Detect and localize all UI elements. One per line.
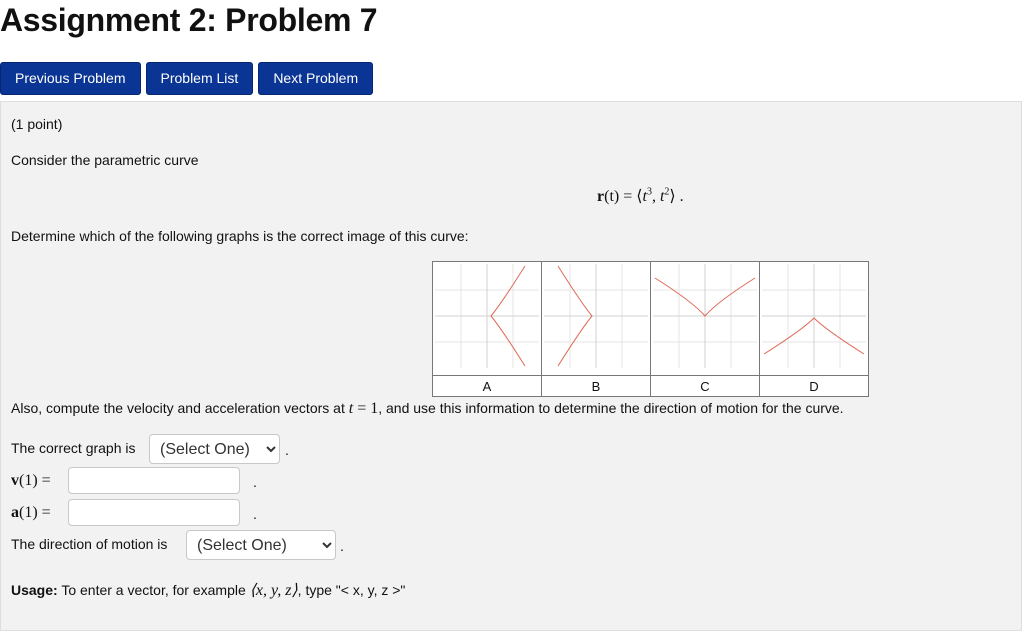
graph-label-a: A — [433, 376, 542, 397]
also-eq: = 1 — [353, 400, 379, 417]
correct-graph-label: The correct graph is — [11, 440, 136, 456]
usage-text — [11, 580, 405, 600]
formula-t1: t — [642, 188, 647, 205]
usage-pre: To enter a vector, for example — [57, 582, 250, 598]
also-pre: Also, compute the velocity and acceleration vectors at — [11, 400, 349, 416]
graph-options — [432, 261, 869, 397]
direction-label: The direction of motion is — [11, 536, 168, 552]
graph-a — [433, 262, 542, 376]
graph-d — [760, 262, 869, 376]
velocity-symbol: v — [11, 472, 19, 489]
problem-panel — [0, 101, 1022, 631]
graph-b — [542, 262, 651, 376]
correct-graph-select[interactable] — [149, 434, 280, 464]
formula-close: ⟩ — [669, 188, 676, 205]
formula-open: ⟨ — [636, 188, 643, 205]
acceleration-symbol: a — [11, 504, 19, 521]
formula-exp1: 3 — [646, 186, 652, 198]
acceleration-arg: (1) = — [19, 504, 51, 521]
formula-exp2: 2 — [664, 186, 670, 198]
curve-formula — [597, 186, 684, 206]
period: . — [285, 442, 289, 458]
acceleration-input[interactable] — [68, 499, 240, 526]
intro-text: Consider the parametric curve — [11, 152, 199, 168]
formula-r: r — [597, 188, 605, 205]
formula-arg: (t) = — [604, 188, 637, 205]
page-title: Assignment 2: Problem 7 — [0, 2, 378, 38]
acceleration-label — [11, 504, 51, 522]
formula-sep: , — [651, 188, 660, 205]
problem-list-button[interactable]: Problem List — [146, 62, 254, 95]
formula-t2: t — [659, 188, 665, 205]
graph-d-plot — [762, 264, 866, 368]
graph-label-c: C — [651, 376, 760, 397]
velocity-label — [11, 472, 51, 490]
usage-bold: Usage: — [11, 582, 58, 598]
also-text — [11, 400, 844, 418]
also-post: , and use this information to determine the direction of motion for the curve. — [378, 400, 844, 416]
graph-label-b: B — [542, 376, 651, 397]
direction-select[interactable] — [186, 530, 336, 560]
formula-end: . — [675, 188, 684, 205]
next-problem-button[interactable]: Next Problem — [258, 62, 373, 95]
period: . — [253, 474, 257, 490]
also-var: t — [348, 400, 354, 417]
determine-text: Determine which of the following graphs is the correct image of this curve: — [11, 228, 469, 244]
graph-b-plot — [544, 264, 648, 368]
period: . — [253, 506, 257, 522]
points-label: (1 point) — [11, 116, 63, 132]
velocity-arg: (1) = — [19, 472, 51, 489]
velocity-input[interactable] — [68, 467, 240, 494]
graph-c-plot — [653, 264, 757, 368]
period: . — [340, 538, 344, 554]
problem-nav — [0, 62, 373, 95]
graph-c — [651, 262, 760, 376]
graph-label-d: D — [760, 376, 869, 397]
usage-post: , type "< x, y, z >" — [297, 582, 406, 598]
previous-problem-button[interactable]: Previous Problem — [0, 62, 141, 95]
graph-a-plot — [435, 264, 539, 368]
usage-example: ⟨x, y, z⟩ — [249, 582, 298, 599]
